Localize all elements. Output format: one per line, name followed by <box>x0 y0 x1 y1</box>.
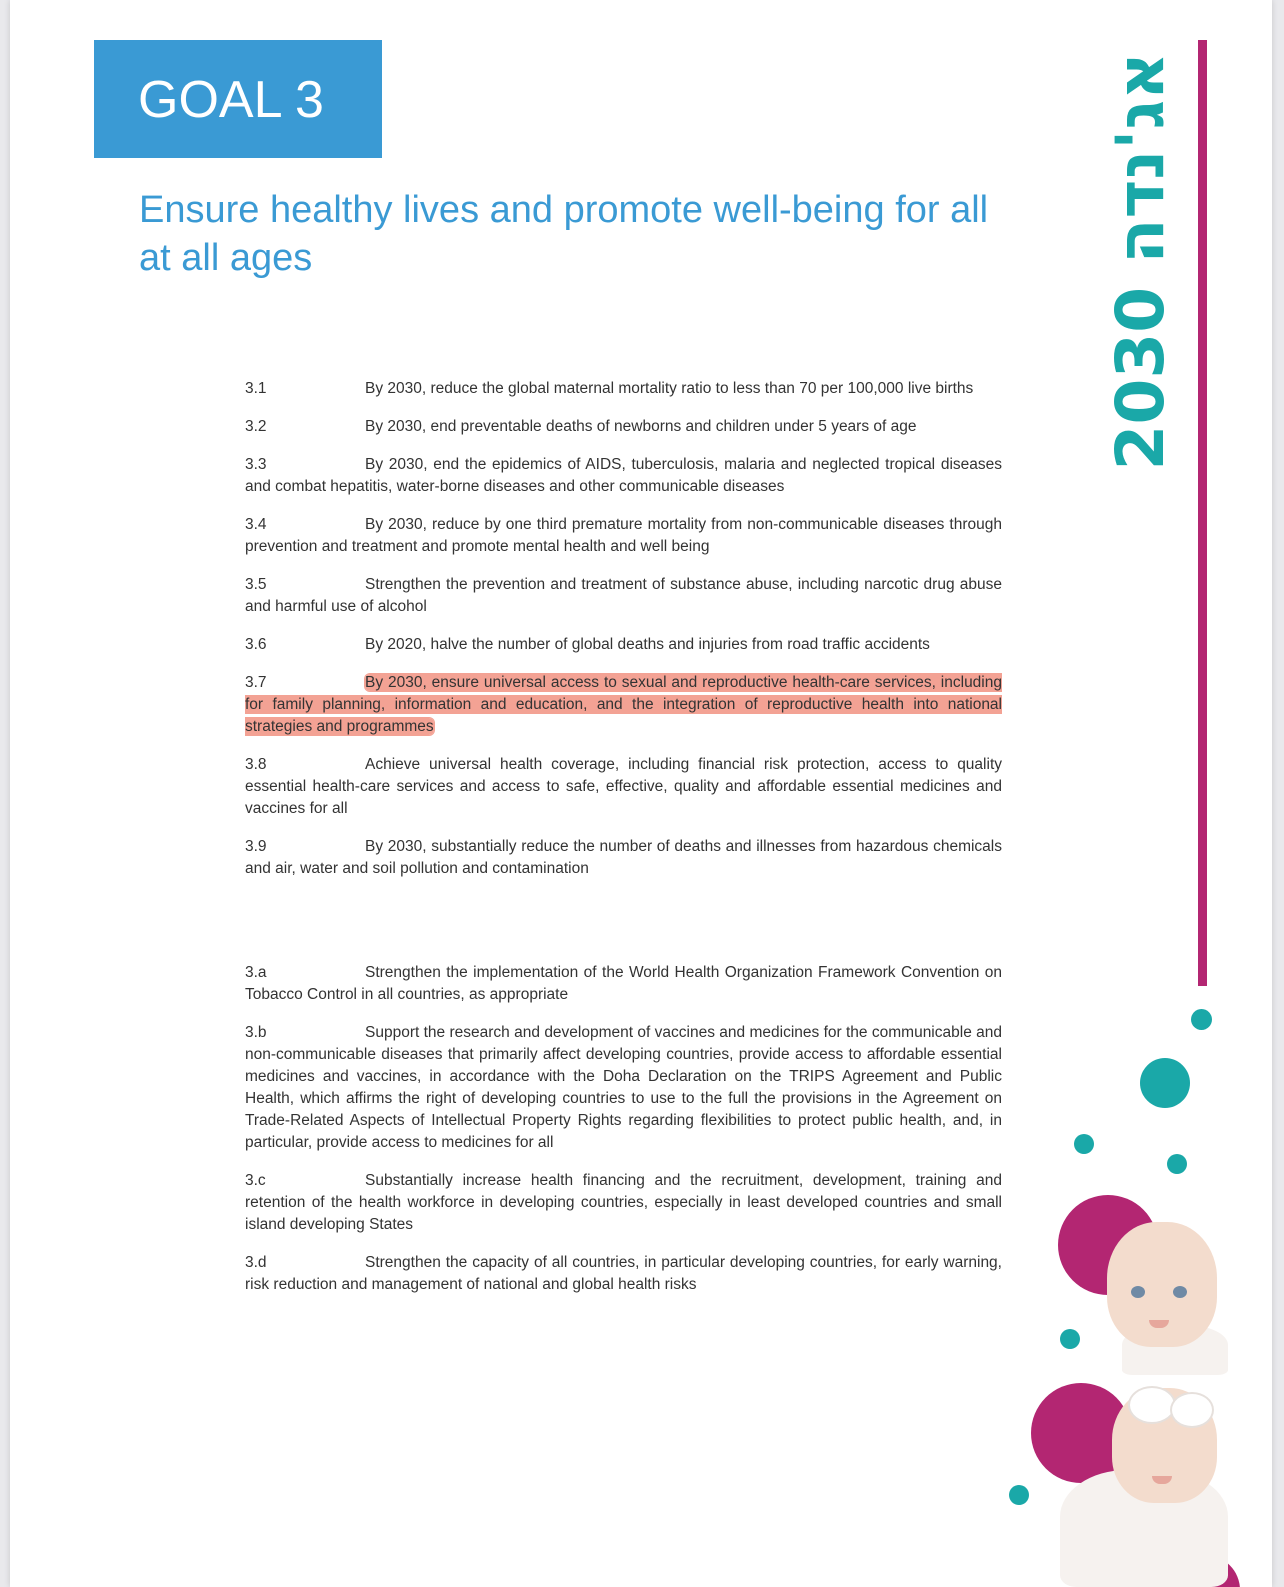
baby-eye <box>1131 1286 1145 1298</box>
agenda-vertical-title <box>1096 52 1206 572</box>
baby-mouth <box>1149 1320 1169 1328</box>
goal-banner <box>94 40 382 158</box>
target-item <box>245 514 1002 558</box>
target-number: 3.5 <box>245 576 267 593</box>
target-text: Substantially increase health financing and the recruitment, development, training and retention of the health workforce in developing countries, especially in least developed countries and small island developing States <box>245 1172 1002 1233</box>
target-number: 3.7 <box>245 674 267 691</box>
target-text: By 2030, reduce the global maternal mortality ratio to less than 70 per 100,000 live births <box>365 380 974 397</box>
target-number: 3.8 <box>245 756 267 773</box>
goal-label: GOAL 3 <box>138 71 324 129</box>
target-item <box>245 634 1002 656</box>
target-item <box>245 378 1002 400</box>
targets-list <box>245 378 1002 1312</box>
target-number: 3.9 <box>245 838 267 855</box>
decor-dot <box>1191 1009 1212 1030</box>
target-number: 3.3 <box>245 456 267 473</box>
target-number: 3.2 <box>245 418 267 435</box>
target-item <box>245 754 1002 820</box>
decor-dot <box>1074 1134 1094 1154</box>
target-text: By 2030, reduce by one third premature mortality from non-communicable diseases through prevention and treatment and promote mental health and well being <box>245 516 1002 555</box>
decor-dot <box>1167 1154 1187 1174</box>
target-number: 3.6 <box>245 636 267 653</box>
document-page <box>10 0 1272 1587</box>
baby-mouth <box>1152 1476 1172 1484</box>
target-item <box>245 416 1002 438</box>
target-number: 3.a <box>245 964 267 981</box>
target-text: Achieve universal health coverage, including financial risk protection, access to quality essential health-care services and access to safe, effective, quality and affordable essential medicines and vaccines for all <box>245 756 1002 817</box>
target-item <box>245 454 1002 498</box>
decor-dot <box>1140 1058 1190 1108</box>
highlighted-text[interactable]: By 2030, ensure universal access to sexual and reproductive health-care services, including for family planning, information and education, and the integration of reproductive health into national strategies and programmes <box>245 674 1002 735</box>
target-text: By 2020, halve the number of global deaths and injuries from road traffic accidents <box>365 636 930 653</box>
headband-bow <box>1128 1386 1176 1424</box>
target-item <box>245 1022 1002 1154</box>
target-text: Strengthen the prevention and treatment of substance abuse, including narcotic drug abuse and harmful use of alcohol <box>245 576 1002 615</box>
target-text: Strengthen the implementation of the World Health Organization Framework Convention on Tobacco Control in all countries, as appropriate <box>245 964 1002 1003</box>
target-item-highlighted <box>245 672 1002 738</box>
baby-eye <box>1173 1286 1187 1298</box>
target-number: 3.b <box>245 1024 267 1041</box>
target-text: By 2030, end the epidemics of AIDS, tuberculosis, malaria and neglected tropical diseases and combat hepatitis, water-borne diseases and other communicable diseases <box>245 456 1002 495</box>
decor-dot <box>1060 1329 1080 1349</box>
decor-dot <box>1009 1485 1029 1505</box>
target-item <box>245 1252 1002 1296</box>
target-item <box>245 574 1002 618</box>
target-item <box>245 836 1002 880</box>
target-text: By 2030, end preventable deaths of newborns and children under 5 years of age <box>365 418 917 435</box>
target-number: 3.d <box>245 1254 267 1271</box>
target-item <box>245 1170 1002 1236</box>
target-number: 3.4 <box>245 516 267 533</box>
target-text: By 2030, substantially reduce the number of deaths and illnesses from hazardous chemicals and air, water and soil pollution and contamination <box>245 838 1002 877</box>
headband-bow <box>1170 1392 1214 1428</box>
goal-subtitle: Ensure healthy lives and promote well-being for all at all ages <box>139 189 989 279</box>
target-item <box>245 962 1002 1006</box>
target-text: Strengthen the capacity of all countries, in particular developing countries, for early warning, risk reduction and management of national and global health risks <box>245 1254 1002 1293</box>
agenda-vertical-text: 2030 אג'נדה <box>1102 52 1179 471</box>
target-number: 3.1 <box>245 380 267 397</box>
target-number: 3.c <box>245 1172 266 1189</box>
target-text: Support the research and development of vaccines and medicines for the communicable and non-communicable diseases that primarily affect developing countries, provide access to affordable essential medicines and vaccines, in accordance with the Doha Declaration on the TRIPS Agreement and Public Health, which affirms the right of developing countries to use to the full the provisions in the Agreement on Trade-Related Aspects of Intellectual Property Rights regarding flexibilities to protect public health, and, in particular, provide access to medicines for all <box>245 1024 1002 1151</box>
baby-face-photo <box>1107 1222 1217 1347</box>
